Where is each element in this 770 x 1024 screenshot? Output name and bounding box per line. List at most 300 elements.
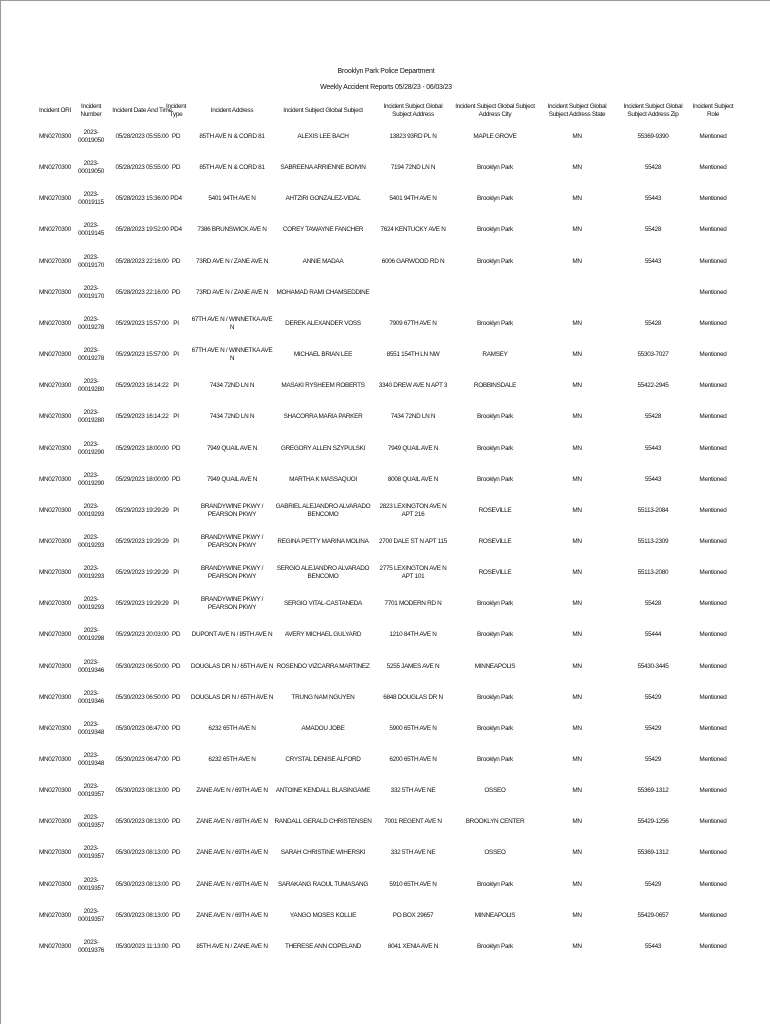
cell-number: 2023-00019293 xyxy=(77,502,105,518)
cell-subject-address: 7949 QUAIL AVE N xyxy=(387,444,439,452)
cell-subject-address: 6848 DOUGLAS DR N xyxy=(383,693,443,701)
table-row xyxy=(1,745,770,775)
cell-subject: AMADOU JOBE xyxy=(301,724,345,732)
cell-number: 2023-00019357 xyxy=(77,845,105,861)
cell-state: MN xyxy=(572,413,582,421)
cell-ori: MN0270300 xyxy=(38,942,72,950)
cell-zip: 55443 xyxy=(644,444,662,452)
cell-city: Brooklyn Park xyxy=(477,444,513,452)
cell-date-time: 05/30/2023 06:47:00 xyxy=(115,724,169,732)
cell-type: PI xyxy=(173,506,179,514)
cell-state: MN xyxy=(572,475,582,483)
cell-zip: 55113-2084 xyxy=(637,506,669,514)
cell-type: PD xyxy=(171,756,181,763)
cell-subject-address: 332 5TH AVE NE xyxy=(390,787,436,795)
table-row xyxy=(1,527,770,557)
cell-address: 7386 BRUNSWICK AVE N xyxy=(197,226,267,234)
cell-date-time: 05/29/2023 18:00:00 xyxy=(115,475,169,483)
cell-state: MN xyxy=(572,382,582,390)
cell-number: 2023-00019290 xyxy=(77,440,105,456)
cell-type: PI xyxy=(173,319,179,327)
cell-number: 2023-00019348 xyxy=(77,752,105,767)
column-header-state: Incident Subject Global Subject Address State xyxy=(547,103,607,118)
cell-address: 6232 65TH AVE N xyxy=(208,756,256,763)
cell-state: MN xyxy=(572,693,582,701)
cell-role: Mentioned xyxy=(699,195,727,203)
report-title: Brooklyn Park Police Department xyxy=(337,68,435,75)
cell-type: PD xyxy=(171,288,181,296)
cell-type: PD xyxy=(171,133,181,140)
cell-number: 2023-00019145 xyxy=(77,222,105,238)
cell-address: ZANE AVE N / 69TH AVE N xyxy=(196,911,268,919)
cell-ori: MN0270300 xyxy=(38,319,72,327)
cell-subject: COREY TAWAYNE FANCHER xyxy=(282,226,364,234)
cell-address: 73RD AVE N / ZANE AVE N xyxy=(195,257,269,265)
cell-date-time: 05/28/2023 22:16:00 xyxy=(115,288,169,296)
cell-city: Brooklyn Park xyxy=(477,195,513,203)
column-header-type: Incident Type xyxy=(166,103,186,118)
cell-address: ZANE AVE N / 69TH AVE N xyxy=(196,849,268,857)
cell-address: 67TH AVE N / WINNETKA AVE N xyxy=(191,347,273,363)
cell-address: 73RD AVE N / ZANE AVE N xyxy=(195,288,269,296)
cell-role: Mentioned xyxy=(699,413,727,421)
cell-number: 2023-00019346 xyxy=(77,689,105,705)
cell-address: 85TH AVE N & CORD 81 xyxy=(199,133,265,140)
table-row xyxy=(1,838,770,868)
cell-role: Mentioned xyxy=(699,724,727,732)
cell-address: BRANDYWINE PKWY / PEARSON PKWY xyxy=(200,565,264,581)
cell-number: 2023-00019280 xyxy=(77,409,105,425)
cell-address: ZANE AVE N / 69TH AVE N xyxy=(196,818,268,826)
cell-city: BROOKLYN CENTER xyxy=(465,818,525,826)
cell-subject-address: 5900 65TH AVE N xyxy=(389,724,437,732)
cell-state: MN xyxy=(572,787,582,795)
cell-ori: MN0270300 xyxy=(38,195,72,203)
cell-ori: MN0270300 xyxy=(38,693,72,701)
cell-zip: 55303-7027 xyxy=(637,351,669,359)
cell-city: MINNEAPOLIS xyxy=(474,911,516,919)
column-header-subject: Incident Subject Global Subject xyxy=(283,107,363,114)
cell-ori: MN0270300 xyxy=(38,413,72,421)
cell-ori: MN0270300 xyxy=(38,444,72,452)
cell-state: MN xyxy=(572,880,582,888)
cell-ori: MN0270300 xyxy=(38,475,72,483)
cell-subject: MOHAMAD RAMI CHAMSEDDINE xyxy=(276,288,370,296)
cell-subject: ALEXIS LEE BACH xyxy=(297,133,349,140)
cell-role: Mentioned xyxy=(699,475,727,483)
cell-city: MINNEAPOLIS xyxy=(474,662,516,670)
column-header-role: Incident Subject Role xyxy=(692,103,734,118)
cell-subject-address: 13823 93RD PL N xyxy=(389,133,437,140)
table-row xyxy=(1,247,770,277)
cell-role: Mentioned xyxy=(699,756,727,763)
cell-subject: AVERY MICHAEL GULYARD xyxy=(284,631,362,639)
cell-ori: MN0270300 xyxy=(38,818,72,826)
cell-address: ZANE AVE N / 69TH AVE N xyxy=(196,787,268,795)
cell-type: PI xyxy=(173,351,179,359)
cell-type: PD xyxy=(171,631,181,639)
cell-ori: MN0270300 xyxy=(38,569,72,577)
table-row xyxy=(1,153,770,183)
cell-ori: MN0270300 xyxy=(38,288,72,296)
cell-role: Mentioned xyxy=(699,288,727,296)
cell-subject: SARAKANG RAOUL TUMASANG xyxy=(277,880,369,888)
cell-type: PD xyxy=(171,662,181,670)
cell-subject: ROSENDO VIZCARRA MARTINEZ xyxy=(276,662,370,670)
cell-date-time: 05/29/2023 19:29:29 xyxy=(115,537,169,545)
cell-city: OSSEO xyxy=(484,787,506,795)
cell-date-time: 05/29/2023 18:00:00 xyxy=(115,444,169,452)
cell-date-time: 05/28/2023 05:55:00 xyxy=(115,164,169,172)
cell-city: Brooklyn Park xyxy=(477,693,513,701)
cell-ori: MN0270300 xyxy=(38,787,72,795)
cell-role: Mentioned xyxy=(699,164,727,172)
table-row xyxy=(1,683,770,713)
cell-date-time: 05/30/2023 08:13:00 xyxy=(115,911,169,919)
cell-address: 7434 72ND LN N xyxy=(209,413,255,421)
cell-ori: MN0270300 xyxy=(38,226,72,234)
cell-subject-address: 7434 72ND LN N xyxy=(390,413,436,421)
cell-date-time: 05/29/2023 15:57:00 xyxy=(115,319,169,327)
cell-ori: MN0270300 xyxy=(38,724,72,732)
cell-date-time: 05/29/2023 15:57:00 xyxy=(115,351,169,359)
cell-state: MN xyxy=(572,444,582,452)
table-row xyxy=(1,870,770,900)
cell-number: 2023-00019293 xyxy=(77,565,105,581)
cell-city: Brooklyn Park xyxy=(477,724,513,732)
cell-subject-address: 5401 94TH AVE N xyxy=(389,195,437,203)
cell-type: PD xyxy=(171,475,181,483)
cell-role: Mentioned xyxy=(699,942,727,950)
cell-city: Brooklyn Park xyxy=(477,319,513,327)
cell-type: PD xyxy=(171,942,181,950)
cell-type: PD xyxy=(171,787,181,795)
cell-ori: MN0270300 xyxy=(38,382,72,390)
cell-zip: 55429-0657 xyxy=(637,911,669,919)
cell-state: MN xyxy=(572,319,582,327)
cell-subject: GREGORY ALLEN SZYPULSKI xyxy=(280,444,366,452)
cell-zip: 55429 xyxy=(644,880,662,888)
cell-ori: MN0270300 xyxy=(38,133,72,140)
cell-address: ZANE AVE N / 69TH AVE N xyxy=(196,880,268,888)
cell-state: MN xyxy=(572,537,582,545)
cell-subject: ANTOINE KENDALL BLASINGAME xyxy=(275,787,371,795)
cell-number: 2023-00019170 xyxy=(77,284,105,300)
cell-zip xyxy=(617,278,689,308)
cell-address: 85TH AVE N / ZANE AVE N xyxy=(196,942,268,950)
cell-city: Brooklyn Park xyxy=(477,756,513,763)
cell-number: 2023-00019115 xyxy=(78,191,104,207)
cell-address: 7949 QUAIL AVE N xyxy=(206,444,258,452)
cell-number: 2023-00019170 xyxy=(77,253,105,269)
cell-city: Brooklyn Park xyxy=(477,475,513,483)
cell-number: 2023-00019050 xyxy=(77,160,105,176)
cell-role: Mentioned xyxy=(699,133,727,140)
cell-type: PD xyxy=(171,164,181,172)
cell-address: 67TH AVE N / WINNETKA AVE N xyxy=(191,315,273,331)
column-header-address: Incident Address xyxy=(210,107,254,114)
cell-type: PD xyxy=(171,693,181,701)
cell-zip: 55113-2309 xyxy=(637,537,669,545)
cell-role: Mentioned xyxy=(699,818,727,826)
cell-type: PI xyxy=(173,382,179,390)
cell-state: MN xyxy=(572,756,582,763)
cell-number: 2023-00019293 xyxy=(77,596,105,612)
cell-role: Mentioned xyxy=(699,631,727,639)
cell-city: OSSEO xyxy=(484,849,506,857)
cell-city: MAPLE GROVE xyxy=(473,133,517,140)
cell-subject: MICHAEL BRIAN LEE xyxy=(293,351,353,359)
column-header-subject-address: Incident Subject Global Subject Address xyxy=(383,103,443,118)
column-header-ori: Incident ORI xyxy=(39,107,71,114)
cell-number: 2023-00019357 xyxy=(77,783,105,799)
cell-type: PD4 xyxy=(170,226,182,234)
cell-zip: 55369-9390 xyxy=(637,133,669,140)
cell-date-time: 05/30/2023 06:47:00 xyxy=(115,756,169,763)
cell-number: 2023-00019348 xyxy=(77,720,105,736)
cell-city: RAMSEY xyxy=(482,351,508,359)
table-row xyxy=(1,901,770,931)
cell-subject-address: 8551 154TH LN NW xyxy=(386,351,440,359)
cell-type: PI xyxy=(173,413,179,421)
table-row xyxy=(1,589,770,619)
cell-subject: GABRIEL ALEJANDRO ALVARADO BENCOMO xyxy=(275,502,371,518)
cell-subject: CRYSTAL DENISE ALFORD xyxy=(285,756,361,763)
report-subtitle: Weekly Accident Reports 05/28/23 - 06/03/23 xyxy=(320,84,452,91)
cell-state: MN xyxy=(572,164,582,172)
cell-subject-address: 8041 XENIA AVE N xyxy=(387,942,439,950)
cell-city: Brooklyn Park xyxy=(477,257,513,265)
cell-type: PD xyxy=(171,911,181,919)
cell-state: MN xyxy=(572,849,582,857)
cell-subject: REGINA PETTY MARINA MOLINA xyxy=(277,537,369,545)
cell-zip: 55429 xyxy=(644,693,662,701)
cell-subject: MASAKI RYSHEEM ROBERTS xyxy=(281,382,365,390)
cell-subject: THERESE ANN COPELAND xyxy=(284,942,362,950)
cell-zip: 55113-2080 xyxy=(637,569,669,577)
cell-date-time: 05/28/2023 22:16:00 xyxy=(115,257,169,265)
cell-address: DUPONT AVE N / 85TH AVE N xyxy=(191,631,273,639)
cell-state: MN xyxy=(572,506,582,514)
cell-date-time: 05/29/2023 20:03:00 xyxy=(115,631,169,639)
cell-role: Mentioned xyxy=(699,600,727,608)
cell-state: MN xyxy=(572,911,582,919)
cell-date-time: 05/30/2023 08:13:00 xyxy=(115,849,169,857)
cell-role: Mentioned xyxy=(699,880,727,888)
cell-state: MN xyxy=(572,662,582,670)
table-row xyxy=(1,932,770,962)
table-row xyxy=(1,558,770,588)
cell-date-time: 05/30/2023 08:13:00 xyxy=(115,880,169,888)
cell-number: 2023-00019357 xyxy=(77,814,105,830)
cell-zip: 55428 xyxy=(644,600,662,608)
table-row xyxy=(1,496,770,526)
cell-address: 85TH AVE N & CORD 81 xyxy=(199,164,265,172)
cell-type: PD xyxy=(171,818,181,826)
column-header-city: Incident Subject Global Subject Address City xyxy=(455,103,535,118)
cell-number: 2023-00019280 xyxy=(77,378,105,394)
cell-date-time: 05/29/2023 19:29:29 xyxy=(115,600,169,608)
cell-subject: SARAH CHRISTINE WIHERSKI xyxy=(280,849,366,857)
cell-date-time: 05/28/2023 05:55:00 xyxy=(115,133,169,140)
cell-zip: 55428 xyxy=(644,164,662,172)
cell-subject-address: 7909 67TH AVE N xyxy=(389,319,437,327)
table-row xyxy=(1,714,770,744)
cell-address: DOUGLAS DR N / 65TH AVE N xyxy=(190,693,274,701)
cell-role: Mentioned xyxy=(699,693,727,701)
cell-city: Brooklyn Park xyxy=(477,880,513,888)
cell-zip: 55443 xyxy=(644,257,662,265)
table-header xyxy=(1,98,770,124)
cell-ori: MN0270300 xyxy=(38,506,72,514)
table-row xyxy=(1,184,770,214)
cell-city: ROSEVILLE xyxy=(478,506,512,514)
cell-city: Brooklyn Park xyxy=(477,600,513,608)
cell-date-time: 05/29/2023 16:14:22 xyxy=(115,382,169,390)
cell-date-time: 05/30/2023 06:50:00 xyxy=(115,662,169,670)
cell-subject: SERGIO ALEJANDRO ALVARADO BENCOMO xyxy=(276,565,370,581)
cell-number: 2023-00019278 xyxy=(77,347,105,363)
cell-zip: 55369-1312 xyxy=(637,849,669,857)
cell-ori: MN0270300 xyxy=(38,849,72,857)
cell-subject: YANGO MOSES KOLLIE xyxy=(289,911,357,919)
table-row xyxy=(1,776,770,806)
cell-state: MN xyxy=(572,195,582,203)
cell-subject-address: 7624 KENTUCKY AVE N xyxy=(380,226,446,234)
cell-city: Brooklyn Park xyxy=(477,226,513,234)
cell-subject: TRUNG NAM NGUYEN xyxy=(291,693,355,701)
cell-date-time: 05/30/2023 11:13:00 xyxy=(115,942,169,950)
cell-zip: 55430-3445 xyxy=(637,662,669,670)
table-row xyxy=(1,620,770,650)
cell-number: 2023-00019050 xyxy=(77,129,105,144)
cell-ori: MN0270300 xyxy=(38,537,72,545)
cell-state: MN xyxy=(572,569,582,577)
cell-address: BRANDYWINE PKWY / PEARSON PKWY xyxy=(200,502,264,518)
cell-zip: 55428 xyxy=(644,226,662,234)
cell-state: MN xyxy=(572,942,582,950)
cell-state: MN xyxy=(572,351,582,359)
cell-number: 2023-00019293 xyxy=(77,533,105,549)
cell-role: Mentioned xyxy=(699,444,727,452)
cell-subject: ANNIE MADAA xyxy=(302,257,344,265)
cell-state: MN xyxy=(572,724,582,732)
cell-number: 2023-00019346 xyxy=(77,658,105,674)
cell-zip: 55422-2945 xyxy=(637,382,669,390)
cell-role: Mentioned xyxy=(699,506,727,514)
cell-role: Mentioned xyxy=(699,257,727,265)
cell-zip: 55443 xyxy=(644,475,662,483)
cell-subject-address: 7701 MODERN RD N xyxy=(384,600,442,608)
cell-subject: DEREK ALEXANDER VOSS xyxy=(285,319,361,327)
table-row xyxy=(1,652,770,682)
cell-ori: MN0270300 xyxy=(38,662,72,670)
cell-role: Mentioned xyxy=(699,849,727,857)
cell-type: PD xyxy=(171,444,181,452)
cell-ori: MN0270300 xyxy=(38,257,72,265)
cell-role: Mentioned xyxy=(699,911,727,919)
cell-address: 7949 QUAIL AVE N xyxy=(206,475,258,483)
cell-address: BRANDYWINE PKWY / PEARSON PKWY xyxy=(200,533,264,549)
table-row xyxy=(1,122,770,152)
cell-type: PD xyxy=(171,724,181,732)
cell-number: 2023-00019376 xyxy=(77,938,105,954)
cell-subject-address: 2823 LEXINGTON AVE N APT 216 xyxy=(379,502,447,518)
cell-zip: 55428 xyxy=(644,319,662,327)
cell-date-time: 05/29/2023 19:29:29 xyxy=(115,506,169,514)
cell-subject-address: 6200 65TH AVE N xyxy=(389,756,437,763)
cell-role: Mentioned xyxy=(699,662,727,670)
cell-zip: 55369-1312 xyxy=(637,787,669,795)
cell-address: BRANDYWINE PKWY / PEARSON PKWY xyxy=(200,596,264,612)
cell-address: DOUGLAS DR N / 65TH AVE N xyxy=(190,662,274,670)
cell-subject-address: 7194 72ND LN N xyxy=(390,164,436,172)
cell-ori: MN0270300 xyxy=(38,351,72,359)
cell-zip: 55428 xyxy=(644,413,662,421)
cell-type: PD4 xyxy=(170,195,182,203)
cell-state xyxy=(538,278,616,308)
table-row xyxy=(1,309,770,339)
table-row xyxy=(1,402,770,432)
cell-type: PD xyxy=(171,257,181,265)
cell-state: MN xyxy=(572,600,582,608)
cell-address: 6232 65TH AVE N xyxy=(208,724,256,732)
cell-subject-address: PO BOX 29657 xyxy=(392,911,434,919)
column-header-number: Incident Number xyxy=(80,103,102,118)
cell-address: 7434 72ND LN N xyxy=(209,382,255,390)
cell-subject-address xyxy=(375,278,451,308)
cell-subject: SABREENA ARRIENNE BOIVIN xyxy=(280,164,366,172)
cell-date-time: 05/28/2023 15:36:00 xyxy=(115,195,169,203)
cell-state: MN xyxy=(572,631,582,639)
cell-subject-address: 3340 DREW AVE N APT 3 xyxy=(378,382,448,390)
cell-state: MN xyxy=(572,226,582,234)
cell-subject-address: 6006 GARWOOD RD N xyxy=(381,257,445,265)
cell-city: Brooklyn Park xyxy=(477,164,513,172)
cell-subject-address: 2700 DALE ST N APT 115 xyxy=(378,537,447,545)
cell-ori: MN0270300 xyxy=(38,600,72,608)
cell-date-time: 05/29/2023 16:14:22 xyxy=(115,413,169,421)
cell-ori: MN0270300 xyxy=(38,911,72,919)
cell-role: Mentioned xyxy=(699,569,727,577)
cell-type: PI xyxy=(173,537,179,545)
cell-date-time: 05/28/2023 19:52:00 xyxy=(115,226,169,234)
cell-subject-address: 7001 REGENT AVE N xyxy=(384,818,442,826)
cell-role: Mentioned xyxy=(699,382,727,390)
table-row xyxy=(1,340,770,370)
table-row xyxy=(1,807,770,837)
cell-city: ROSEVILLE xyxy=(478,537,512,545)
cell-city: Brooklyn Park xyxy=(477,413,513,421)
cell-role: Mentioned xyxy=(699,226,727,234)
cell-subject: RANDALL GERALD CHRISTENSEN xyxy=(274,818,372,826)
cell-date-time: 05/30/2023 08:13:00 xyxy=(115,787,169,795)
cell-type: PI xyxy=(173,600,179,608)
column-header-date-time: Incident Date And Time xyxy=(112,107,172,114)
cell-ori: MN0270300 xyxy=(38,756,72,763)
cell-role: Mentioned xyxy=(699,537,727,545)
cell-subject: AHTZIRI GONZALEZ-VIDAL xyxy=(285,195,361,203)
cell-subject-address: 1210 84TH AVE N xyxy=(389,631,437,639)
cell-date-time: 05/30/2023 08:13:00 xyxy=(115,818,169,826)
cell-number: 2023-00019278 xyxy=(77,315,105,331)
cell-subject: SHACORRA MARIA PARKER xyxy=(283,413,363,421)
cell-number: 2023-00019298 xyxy=(77,627,105,643)
cell-zip: 55443 xyxy=(644,942,662,950)
cell-ori: MN0270300 xyxy=(38,880,72,888)
cell-zip: 55443 xyxy=(644,195,662,203)
cell-city: Brooklyn Park xyxy=(477,942,513,950)
